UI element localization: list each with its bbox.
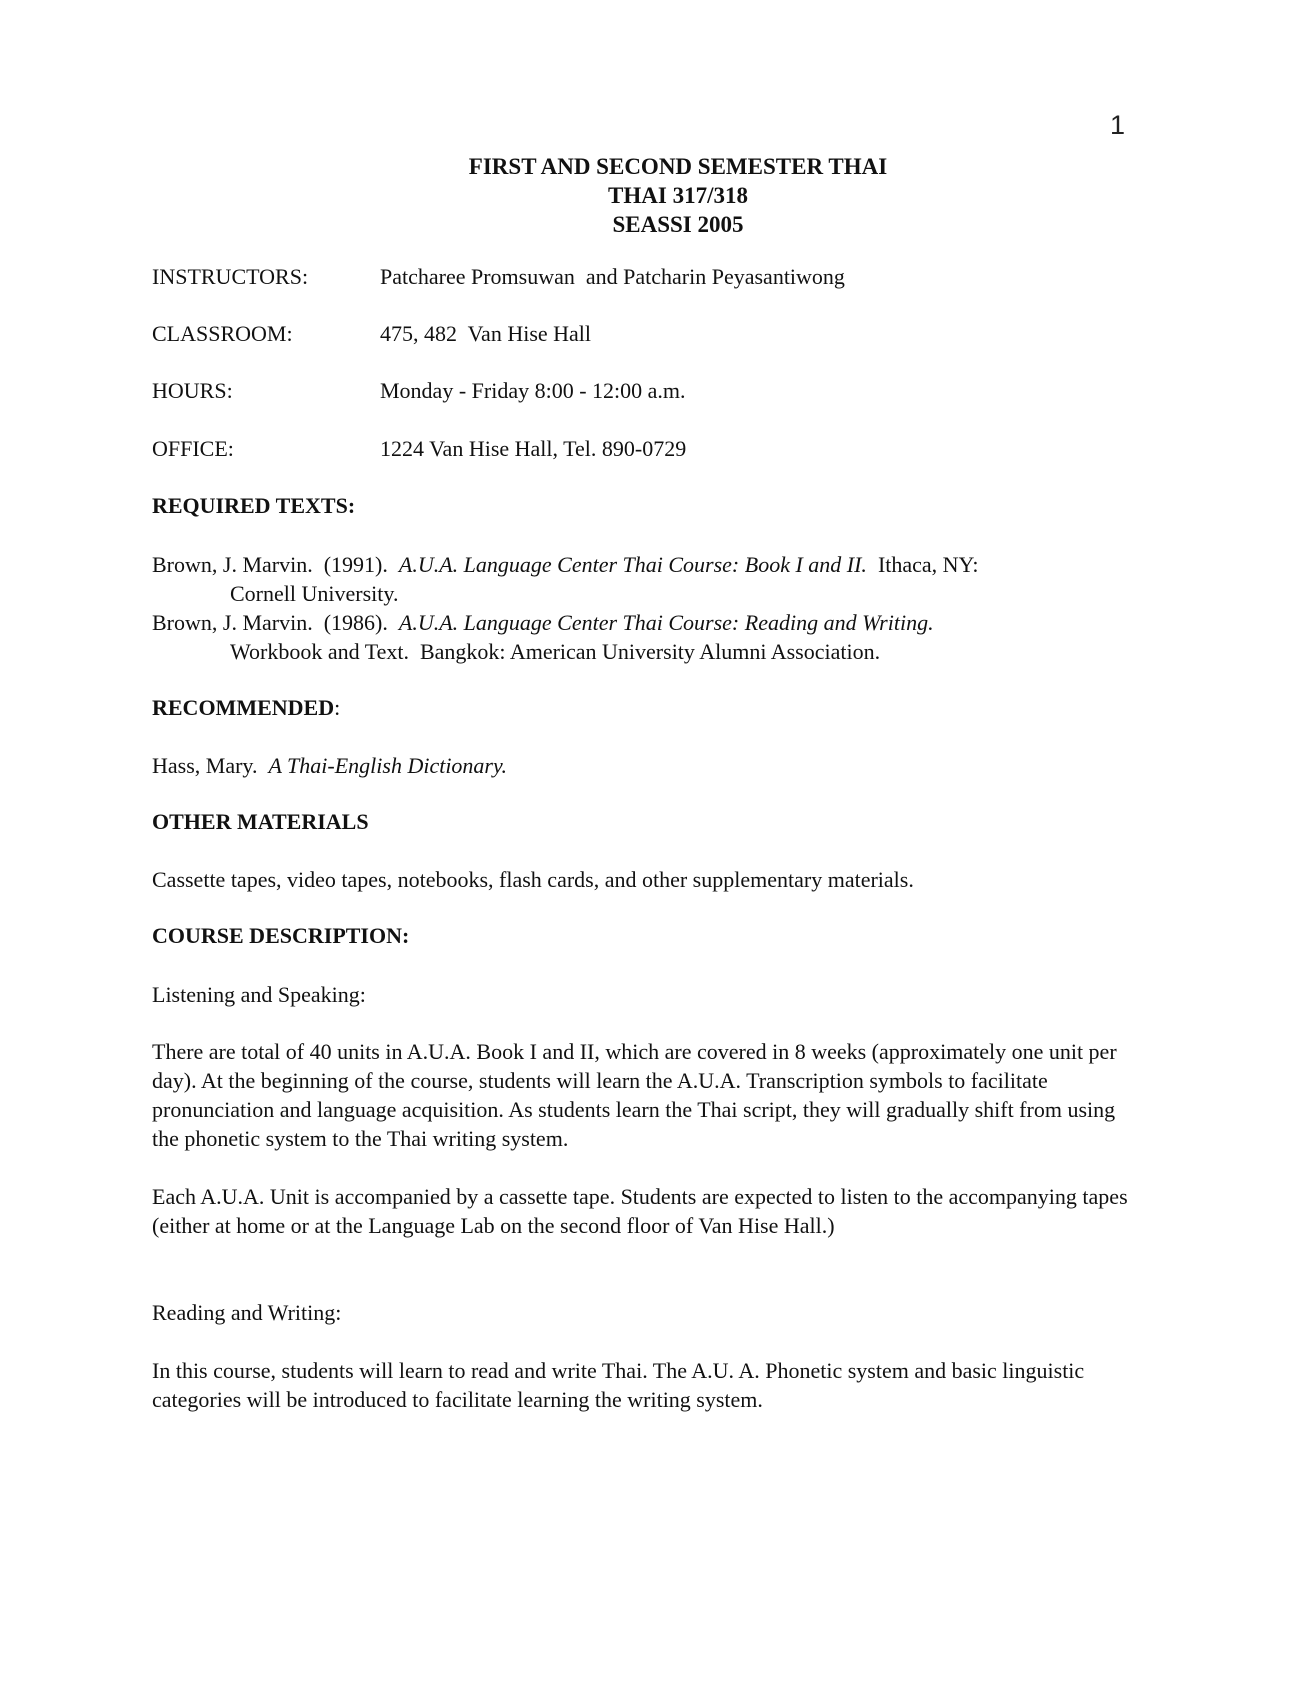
classroom-label: CLASSROOM: [152,321,293,346]
course-description-paragraph-3: In this course, students will learn to read and write Thai. The A.U. A. Phonetic system and basic linguistic categories will be introduced to facilitate learning the writing system. [152,1358,1085,1412]
page-number: 1 [1110,110,1126,140]
ref2-author: Brown, J. Marvin. (1986). [152,610,399,635]
title-line-2: THAI 317/318 [608,183,748,208]
reading-writing-subheading: Reading and Writing: [152,1300,342,1325]
title-line-3: SEASSI 2005 [612,212,744,237]
ref1-line2: Cornell University. [230,581,399,606]
reference-1 [152,550,1132,608]
reference-2 [152,608,1132,666]
instructors-row [152,263,845,291]
recommended-title: A Thai-English Dictionary. [268,753,508,778]
other-materials-text: Cassette tapes, video tapes, notebooks, flash cards, and other supplementary materials. [152,867,914,892]
listening-speaking-subheading: Listening and Speaking: [152,982,366,1007]
office-row [152,435,686,463]
ref1-rest: Ithaca, NY: [866,552,979,577]
instructors-value: Patcharee Promsuwan and Patcharin Peyasantiwong [380,264,845,289]
course-description-heading: COURSE DESCRIPTION: [152,923,410,948]
course-description-paragraph-2: Each A.U.A. Unit is accompanied by a cassette tape. Students are expected to listen to the accompanying tapes (either at home or at the Language Lab on the second floor of Van Hise Hall.) [152,1184,1128,1238]
ref2-line2: Workbook and Text. Bangkok: American University Alumni Association. [230,639,881,664]
ref1-title: A.U.A. Language Center Thai Course: Book I and II. [398,552,867,577]
title-line-1: FIRST AND SECOND SEMESTER THAI [468,154,888,179]
recommended-reference [152,751,1147,780]
instructors-label: INSTRUCTORS: [152,264,309,289]
office-label: OFFICE: [152,436,234,461]
document-title [0,152,1306,239]
hours-row [152,377,686,405]
recommended-author: Hass, Mary. [152,753,269,778]
office-value: 1224 Van Hise Hall, Tel. 890-0729 [380,436,687,461]
course-description-paragraph-1: There are total of 40 units in A.U.A. Book I and II, which are covered in 8 weeks (approximately one unit per day). At the beginning of the course, students will learn the A.U.A. Transcription symbols to facilitate pronunciation and language acquisition. As students learn the Thai script, they will gradually shift from using the phonetic system to the Thai writing system. [152,1039,1117,1151]
other-materials-heading: OTHER MATERIALS [152,809,369,834]
ref2-title: A.U.A. Language Center Thai Course: Reading and Writing. [398,610,934,635]
ref1-author: Brown, J. Marvin. (1991). [152,552,399,577]
required-texts-heading: REQUIRED TEXTS: [152,493,356,518]
recommended-colon: : [334,695,341,720]
recommended-heading [152,694,340,722]
hours-value: Monday - Friday 8:00 - 12:00 a.m. [380,378,686,403]
hours-label: HOURS: [152,378,233,403]
classroom-value: 475, 482 Van Hise Hall [380,321,592,346]
recommended-heading-text: RECOMMENDED [152,695,335,720]
classroom-row [152,320,591,348]
